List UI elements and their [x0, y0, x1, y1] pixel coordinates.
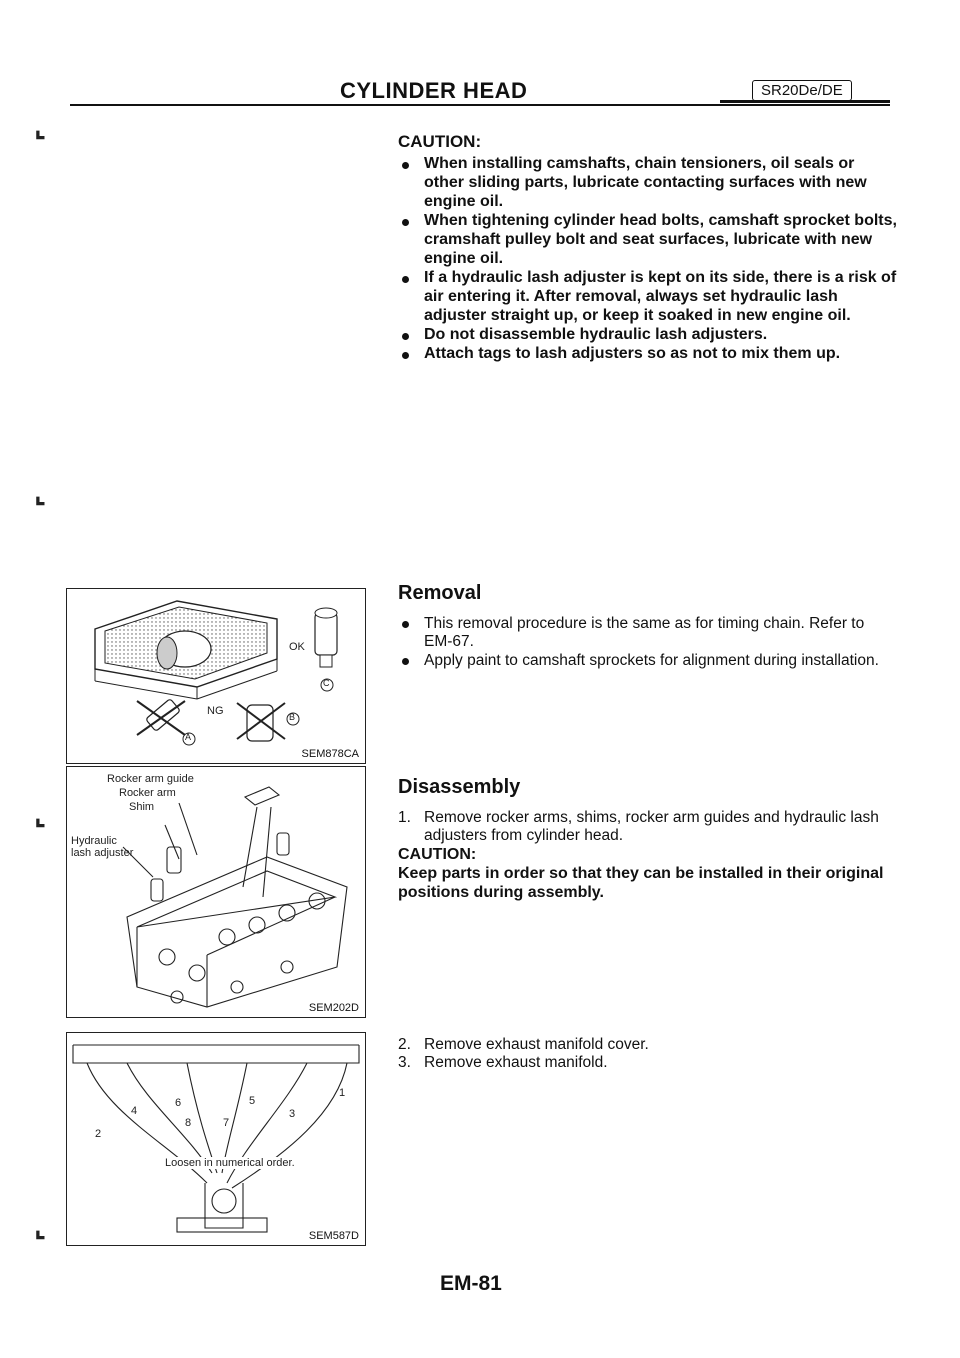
label-b: B [289, 712, 296, 722]
step-number: 2. [398, 1036, 411, 1053]
step-item [398, 809, 888, 845]
bolt-number: 6 [175, 1097, 182, 1109]
step-number: 3. [398, 1054, 411, 1071]
step-text: Remove rocker arms, shims, rocker arm guides and hydraulic lash adjusters from cylinder head. [424, 809, 879, 844]
caution-item: Do not disassemble hydraulic lash adjusters. [398, 325, 898, 344]
caution-item: When installing camshafts, chain tensioners, oil seals or other sliding parts, lubricate contacting surfaces with new engine oil. [398, 154, 898, 211]
page-number: EM-81 [440, 1272, 502, 1295]
cylinder-head-illustration [67, 767, 365, 1017]
step-item [398, 1054, 888, 1072]
removal-item: This removal procedure is the same as for timing chain. Refer to EM-67. [398, 615, 888, 651]
label-lash-adjuster: lash adjuster [71, 847, 134, 859]
label-shim: Shim [129, 801, 155, 813]
exhaust-manifold-illustration [67, 1033, 365, 1245]
caution-title: CAUTION: [398, 132, 482, 151]
bolt-number: 1 [339, 1087, 346, 1099]
page-title: CYLINDER HEAD [340, 78, 528, 103]
label-rocker-arm-guide: Rocker arm guide [107, 773, 194, 785]
disassembly-section [398, 776, 888, 902]
disassembly-steps-continued [398, 1036, 888, 1072]
corner-mark: ⌞ [34, 478, 47, 508]
disassembly-caution-title: CAUTION: [398, 846, 477, 863]
corner-mark: ⌞ [34, 800, 47, 830]
label-rocker-arm: Rocker arm [119, 787, 176, 799]
disassembly-heading: Disassembly [398, 776, 521, 798]
figure-exhaust-manifold [66, 1032, 366, 1246]
removal-list [398, 615, 888, 670]
figure-code: SEM587D [308, 1230, 359, 1242]
figure-code: SEM878CA [301, 748, 359, 760]
step-text: Remove exhaust manifold cover. [424, 1036, 649, 1053]
label-ok: OK [289, 641, 305, 653]
label-hydraulic: Hydraulic [71, 835, 117, 847]
header-divider-accent [720, 100, 890, 103]
engine-code-badge: SR20De/DE [752, 80, 852, 101]
lash-adjuster-illustration [67, 589, 365, 763]
caution-item: When tightening cylinder head bolts, camshaft sprocket bolts, cramshaft pulley bolt and seat surfaces, lubricate with new engine oil. [398, 211, 898, 268]
bolt-number: 4 [131, 1105, 138, 1117]
removal-section [398, 582, 888, 671]
bolt-number: 8 [185, 1117, 192, 1129]
caution-item: If a hydraulic lash adjuster is kept on its side, there is a risk of air entering it. After removal, always set hydraulic lash adjuster straight up, or keep it soaked in new engine oil. [398, 268, 898, 325]
step-text: Remove exhaust manifold. [424, 1054, 608, 1071]
bolt-number: 2 [95, 1128, 102, 1140]
caution-item: Attach tags to lash adjusters so as not to mix them up. [398, 344, 898, 363]
bolt-number: 5 [249, 1095, 256, 1107]
caution-list [398, 154, 898, 363]
step-number: 1. [398, 809, 411, 826]
bolt-number: 3 [289, 1108, 296, 1120]
caution-block [398, 132, 898, 363]
figure-caption: Loosen in numerical order. [165, 1157, 295, 1169]
corner-mark: ⌞ [34, 1212, 47, 1242]
corner-mark: ⌞ [34, 112, 47, 142]
figure-lash-adjuster-storage [66, 588, 366, 764]
disassembly-steps [398, 809, 888, 845]
label-ng: NG [207, 705, 224, 717]
removal-heading: Removal [398, 582, 482, 604]
figure-cylinder-head-parts [66, 766, 366, 1018]
removal-item: Apply paint to camshaft sprockets for alignment during installation. [398, 652, 888, 670]
bolt-number: 7 [223, 1117, 230, 1129]
label-c: C [323, 678, 330, 688]
disassembly-steps-list [398, 1036, 888, 1072]
figure-code: SEM202D [308, 1002, 359, 1014]
label-a: A [185, 732, 192, 742]
disassembly-caution-text: Keep parts in order so that they can be installed in their original positions during assembly. [398, 865, 884, 901]
step-item [398, 1036, 888, 1054]
header-divider [70, 104, 890, 106]
